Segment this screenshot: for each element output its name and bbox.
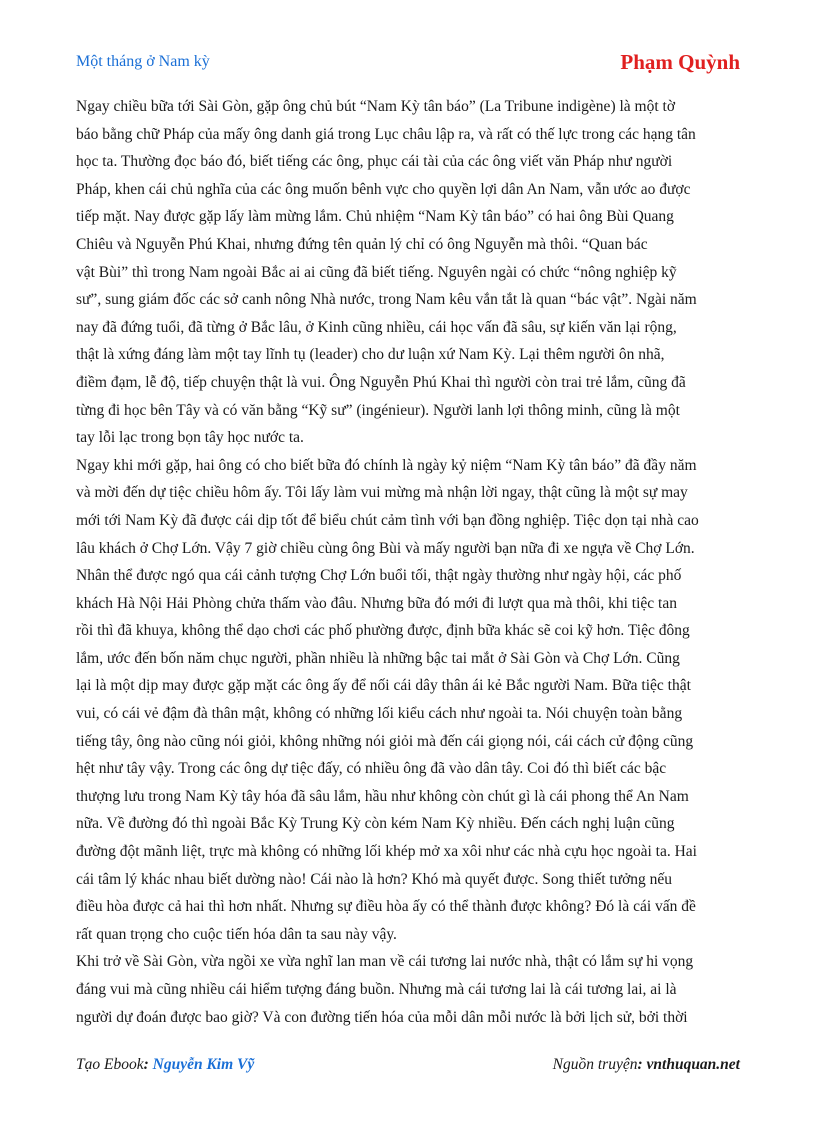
source-credit [553, 1056, 740, 1074]
text-line: Khi trở về Sài Gòn, vừa ngồi xe vừa nghĩ lan man về cái tương lai nước nhà, thật có lắm sự hi vọng [76, 953, 694, 971]
source-label: Nguồn truyện [552, 1056, 638, 1073]
text-line: Pháp, khen cái chủ nghĩa của các ông muốn bênh vực cho quyền lợi dân An Nam, vẫn ước ao được [76, 180, 691, 198]
text-line: tiếng tây, ông nào cũng nói giỏi, không những nói giỏi mà đến cái giọng nói, cái cách cử động cũng [76, 732, 694, 750]
text-line: điềm đạm, lễ độ, tiếp chuyện thật là vui. Ông Nguyễn Phú Khai thì người còn trai trẻ lắm, cũng đã [76, 373, 686, 391]
ebook-colon: : [143, 1056, 149, 1073]
text-line: rồi thì đã khuya, không thể dạo chơi các phố phường được, định bữa khác sẽ coi kỹ hơn. Tiệc đông [76, 622, 690, 640]
text-line: đường đột mãnh liệt, trực mà không có những lối khép mở xa xôi như các nhà cựu học ngoài ta. Hai [76, 843, 697, 861]
text-line: cái tâm lý khác nhau biết dường nào! Cái nào là hơn? Khó mà quyết được. Song thiết tưởng nếu [76, 870, 673, 888]
page-header [76, 50, 740, 76]
book-title: Một tháng ở Nam kỳ [76, 53, 210, 70]
text-line: Ngay chiều bữa tới Sài Gòn, gặp ông chủ bút “Nam Kỳ tân báo” (La Tribune indigène) là một tờ [76, 98, 676, 115]
text-line: rất quan trọng cho cuộc tiến hóa dân ta sau này vậy. [76, 925, 397, 943]
text-line: vui, có cái vẻ đậm đà thân mật, không có những lối kiểu cách như ngoài ta. Nói chuyện toàn bằng [76, 705, 683, 723]
text-line: học ta. Thường đọc báo đó, biết tiếng các ông, phục cái tài của các ông viết văn Pháp như người [76, 153, 673, 171]
text-line: thượng lưu trong Nam Kỳ tây hóa đã sâu lắm, hầu như không còn chút gì là cái phong thể An Nam [76, 787, 689, 805]
text-line: nay đã đứng tuổi, đã từng ở Bắc lâu, ở Kinh cũng nhiều, cái học vấn đã sâu, sự kiến văn lại rộng, [76, 318, 677, 336]
text-line: điều hòa được cả hai thì hơn nhất. Nhưng sự điều hòa ấy có thể thành được không? Đó là cái vấn đề [76, 898, 696, 916]
text-line: sư”, sung giám đốc các sở canh nông Nhà nước, trong Nam kêu vắn tắt là quan “bác vật”. Ngài năm [76, 291, 697, 309]
text-line: và mời đến dự tiệc chiều hôm ấy. Tôi lấy làm vui mừng mà nhận lời ngay, thật cũng là một sự may [76, 484, 688, 502]
ebook-creator: Nguyễn Kim Vỹ [152, 1056, 255, 1073]
author-name: Phạm Quỳnh [620, 50, 740, 74]
text-line: lại là một dịp may được gặp mặt các ông ấy để nối cái dây thân ái kẻ Bắc người Nam. Bữa tiệc thật [76, 677, 691, 695]
paragraph [76, 948, 742, 1031]
text-line: người dự đoán được bao giờ? Và con đường tiến hóa của mỗi dân mỗi nước là bởi lịch sử, bởi thời [76, 1008, 688, 1026]
text-line: tay lỗi lạc trong bọn tây học nước ta. [76, 429, 304, 447]
text-line: khách Hà Nội Hải Phòng chửa thấm vào đâu. Nhưng bữa đó mới đi lượt qua mà thôi, khi tiệc tan [76, 594, 677, 612]
text-line: mới tới Nam Kỳ đã được cái dịp tốt để biểu chút cảm tình với bạn đồng nghiệp. Tiệc dọn tại nhà cao [76, 511, 699, 529]
text-line: nữa. Về đường đó thì ngoài Bắc Kỳ Trung Kỳ còn kém Nam Kỳ nhiều. Đến cách nghị luận cũng [76, 815, 675, 833]
text-line: Nhân thể được ngó qua cái cảnh tượng Chợ Lớn buổi tối, thật ngày thường như ngày hội, các phố [76, 567, 682, 585]
text-line: vật Bùi” thì trong Nam ngoài Bắc ai ai cũng đã biết tiếng. Nguyên ngài có chức “nông nghiệp kỹ [76, 263, 677, 281]
paragraph [76, 452, 742, 949]
text-line: từng đi học bên Tây và có văn bằng “Kỹ sư” (ingénieur). Người lanh lợi thông minh, cũng là một [76, 401, 680, 419]
text-line: lâu khách ở Chợ Lớn. Vậy 7 giờ chiều cùng ông Bùi và mấy người bạn nữa đi xe ngựa về Chợ Lớn. [76, 539, 695, 557]
text-line: Ngay khi mới gặp, hai ông có cho biết bữa đó chính là ngày kỷ niệm “Nam Kỳ tân báo” đã đầy năm [76, 456, 697, 474]
text-line: lắm, ước đến bốn năm chục người, phần nhiều là những bậc tai mắt ở Sài Gòn và Chợ Lớn. Cũng [76, 649, 680, 667]
text-line: đáng vui mà cũng nhiều cái hiểm tượng đáng buồn. Nhưng mà cái tương lai là cái tương lai, ai là [76, 981, 677, 998]
body-text [76, 93, 742, 1031]
text-line: thật là xứng đáng làm một tay lĩnh tụ (leader) cho dư luận xứ Nam Kỳ. Lại thêm người ôn nhã, [76, 346, 665, 364]
ebook-label: Tạo Ebook [76, 1056, 144, 1073]
ebook-credit [76, 1056, 254, 1074]
text-line: tiếp mặt. Nay được gặp lấy làm mừng lắm. Chủ nhiệm “Nam Kỳ tân báo” có hai ông Bùi Quang [76, 208, 674, 226]
page-footer [76, 1056, 740, 1078]
source-colon: : [637, 1056, 643, 1073]
text-line: hệt như tây vậy. Trong các ông dự tiệc đấy, có nhiều ông đã vào dân tây. Coi đó thì biết các bậc [76, 760, 667, 778]
text-line: báo bằng chữ Pháp của mấy ông danh giá trong Lục châu lập ra, và rất có thế lực trong các hạng tân [76, 125, 696, 143]
text-line: Chiêu và Nguyễn Phú Khai, nhưng đứng tên quản lý chỉ có ông Nguyễn mà thôi. “Quan bác [76, 235, 648, 253]
source-site: vnthuquan.net [646, 1056, 740, 1073]
paragraph [76, 93, 742, 452]
